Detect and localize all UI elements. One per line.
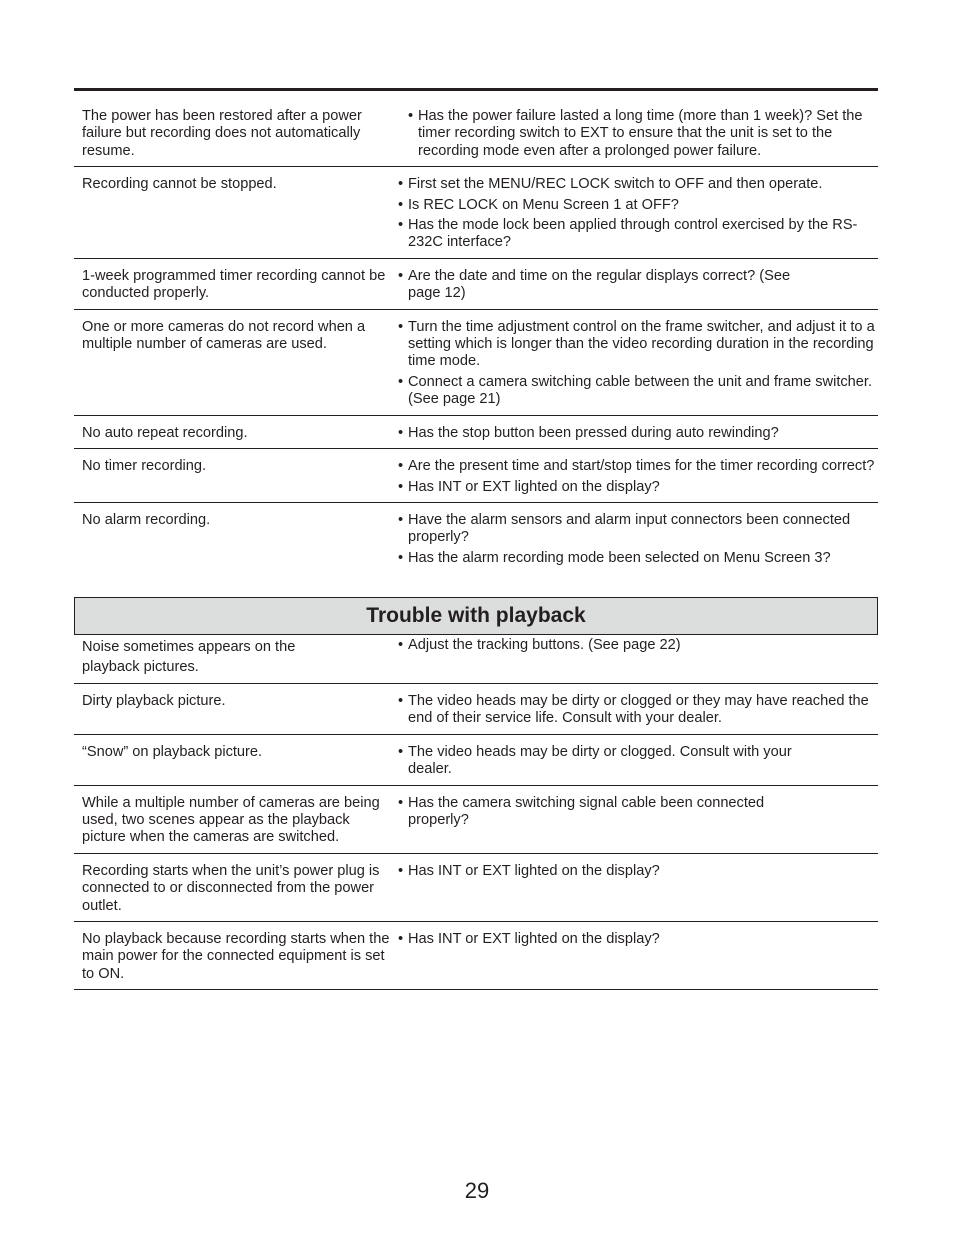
check-list: [398, 744, 878, 779]
symptom-cell: Dirty playback picture.: [82, 693, 226, 709]
check-list: [398, 637, 878, 677]
check-item: • Has INT or EXT lighted on the display?: [398, 479, 878, 496]
check-list: [408, 108, 878, 160]
symptom-cell: No playback because recording starts when the main power for the connected equipment is set to ON.: [82, 931, 390, 982]
symptom-cell: No alarm recording.: [82, 511, 211, 528]
check-list: [398, 458, 878, 496]
top-rule: [74, 88, 878, 91]
table-row: [74, 637, 878, 684]
symptom-cell: While a multiple number of cameras are being used, two scenes appear as the playback picture when the cameras are switched.: [82, 794, 380, 846]
check-list: [398, 863, 878, 915]
table-row: [74, 268, 878, 310]
check-item: • Is REC LOCK on Menu Screen 1 at OFF?: [398, 197, 878, 214]
symptom-cell: One or more cameras do not record when a multiple number of cameras are used.: [82, 318, 366, 353]
symptom-cell: Recording starts when the unit’s power plug is connected to or disconnected from the power outlet.: [82, 862, 380, 914]
check-list: [398, 176, 878, 252]
table-row: [74, 425, 878, 449]
symptom-cell: The power has been restored after a power failure but recording does not automatically resume.: [82, 108, 362, 159]
symptom-cell: 1-week programmed timer recording cannot be conducted properly.: [82, 267, 386, 302]
check-list: [398, 693, 878, 728]
section-title-trouble-with-playback: Trouble with playback: [74, 597, 878, 635]
symptom-cell: Recording cannot be stopped.: [82, 176, 277, 193]
table-row: [74, 458, 878, 503]
check-item: • Has the alarm recording mode been selected on Menu Screen 3?: [398, 550, 878, 567]
check-item: • Has the camera switching signal cable been connected properly?: [398, 795, 878, 830]
check-list: [398, 512, 878, 567]
symptom-cell: No auto repeat recording.: [82, 424, 248, 441]
check-item: • Turn the time adjustment control on the frame switcher, and adjust it to a setting which is longer than the video recording duration in the recording time mode.: [398, 319, 878, 371]
check-item: • Has INT or EXT lighted on the display?: [398, 931, 878, 948]
check-item: • The video heads may be dirty or clogged. Consult with your dealer.: [398, 744, 878, 779]
symptom-cell: No timer recording.: [82, 458, 207, 475]
check-item: • Adjust the tracking buttons. (See page 22): [398, 637, 878, 654]
table-row: [74, 108, 878, 167]
troubleshooting-table-recording: [74, 108, 878, 582]
check-item: • First set the MENU/REC LOCK switch to OFF and then operate.: [398, 176, 878, 193]
symptom-cell: Noise sometimes appears on the playback pictures.: [82, 639, 296, 675]
check-item: • Has the mode lock been applied through control exercised by the RS-232C interface?: [398, 217, 878, 252]
table-row: [74, 863, 878, 922]
table-row: [74, 512, 878, 573]
page-number: 29: [464, 1178, 490, 1203]
check-item: • Connect a camera switching cable between the unit and frame switcher. (See page 21): [398, 374, 878, 409]
check-item: • Has the power failure lasted a long time (more than 1 week)? Set the timer recording switch to EXT to ensure that the unit is set to the recording mode even after a prolonged power failure.: [408, 108, 878, 160]
check-item: • Are the present time and start/stop times for the timer recording correct?: [398, 458, 878, 475]
table-row: [74, 693, 878, 735]
table-row: [74, 176, 878, 259]
table-row: [74, 319, 878, 416]
check-list: [398, 425, 878, 442]
check-list: [398, 268, 878, 303]
table-row: [74, 744, 878, 786]
table-row: [74, 795, 878, 854]
check-item: • Has INT or EXT lighted on the display?: [398, 863, 878, 880]
check-item: • Are the date and time on the regular displays correct? (See page 12): [398, 268, 878, 303]
check-item: • The video heads may be dirty or clogged or they may have reached the end of their service life. Consult with your dealer.: [398, 693, 878, 728]
check-item: • Has the stop button been pressed during auto rewinding?: [398, 425, 878, 442]
check-list: [398, 795, 878, 847]
troubleshooting-table-playback: [74, 637, 878, 999]
check-list: [398, 931, 878, 983]
table-row: [74, 931, 878, 990]
check-item: • Have the alarm sensors and alarm input connectors been connected properly?: [398, 512, 878, 547]
symptom-cell: “Snow” on playback picture.: [82, 743, 263, 760]
check-list: [398, 319, 878, 409]
